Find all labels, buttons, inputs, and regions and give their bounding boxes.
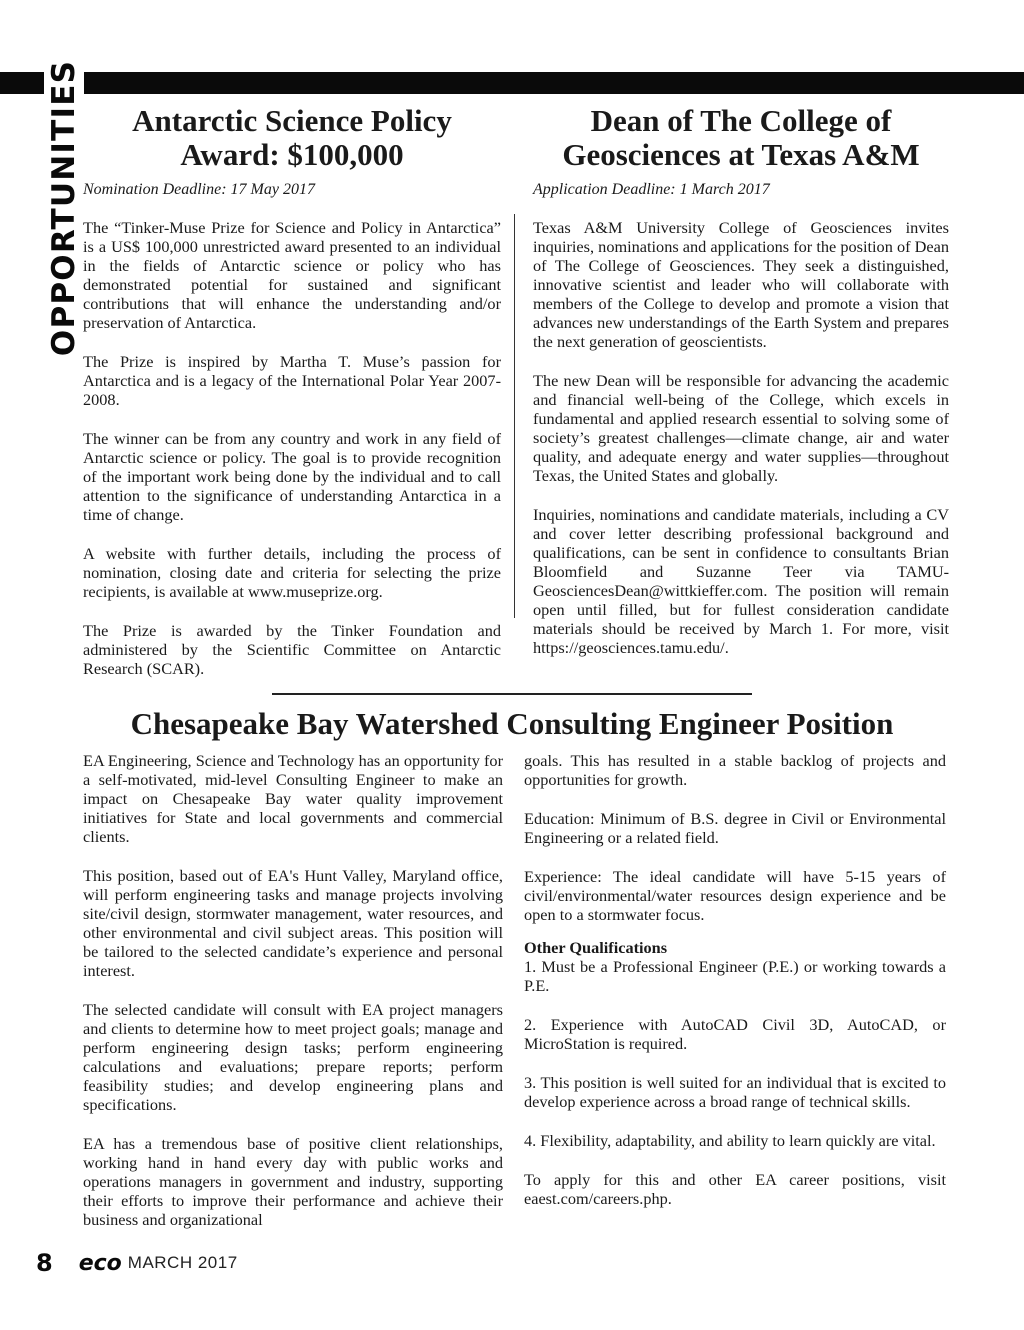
qualification-item: 2. Experience with AutoCAD Civil 3D, AutoCAD, or MicroStation is required. xyxy=(524,1015,946,1053)
paragraph: The winner can be from any country and work in any field of Antarctic science or policy. The goal is to provide recognition of the important work being done by the individual and to call attention to the significance of understanding Antarctica in a time of change. xyxy=(83,429,501,524)
article-deadline: Nomination Deadline: 17 May 2017 xyxy=(83,181,315,198)
article-headline-chesapeake: Chesapeake Bay Watershed Consulting Engineer Position xyxy=(130,706,894,741)
paragraph: This position, based out of EA's Hunt Valley, Maryland office, will perform engineering tasks and manage projects involving site/civil design, stormwater management, water resources, and other environmental and civil subject areas. This position will be tailored to the selected candidate’s experience and personal interest. xyxy=(83,866,503,980)
qualifications-heading: Other Qualifications xyxy=(524,938,668,957)
qualification-item: 1. Must be a Professional Engineer (P.E.) or working towards a P.E. xyxy=(524,957,946,995)
paragraph: EA has a tremendous base of positive client relationships, working hand in hand every day with public works and operations managers in government and industry, supporting their efforts to improve their performance and achieve their business and organizational xyxy=(83,1134,503,1229)
paragraph: The new Dean will be responsible for advancing the academic and financial well-being of the College, which excels in fundamental and applied research essential to solving some of society’s greatest challenges—climate change, air and water quality, and adequate energy and water supplies—throughout Texas, the United States and globally. xyxy=(533,371,949,485)
paragraph: The selected candidate will consult with EA project managers and clients to determine how to meet project goals; manage and perform engineering design tasks; perform engineering calculations and evaluations; prepare reports; perform feasibility studies; and develop engineering plans and specifications. xyxy=(83,1000,503,1114)
article-dean-position xyxy=(533,104,949,657)
paragraph: goals. This has resulted in a stable backlog of projects and opportunities for growth. xyxy=(524,751,946,789)
article-deadline: Application Deadline: 1 March 2017 xyxy=(533,181,770,198)
paragraph: Education: Minimum of B.S. degree in Civil or Environmental Engineering or a related field. xyxy=(524,809,946,847)
article-chesapeake-right-column xyxy=(524,751,946,1208)
paragraph: Inquiries, nominations and candidate materials, including a CV and cover letter describing professional background and qualifications, can be sent in confidence to consultants Brian Bloomfield and Suzanne Teer via TAMU-GeosciencesDean@wittkieffer.com. The position will remain open until filled, but for fullest consideration candidate materials should be received by March 1. For more, visit https://geosciences.tamu.edu/. xyxy=(533,505,949,657)
qualification-item: 4. Flexibility, adaptability, and ability to learn quickly are vital. xyxy=(524,1131,936,1150)
section-divider xyxy=(272,693,752,695)
paragraph: Texas A&M University College of Geosciences invites inquiries, nominations and applications for the position of Dean of The College of Geosciences. They seek a distinguished, innovative scientist and leader who will collaborate with members of the College to develop and promote a vision that advances new understandings of the Earth System and prepares the next generation of geoscientists. xyxy=(533,218,949,351)
article-headline: Dean of The College of Geosciences at Texas A&M xyxy=(562,103,920,172)
paragraph: The “Tinker-Muse Prize for Science and Policy in Antarctica” is a US$ 100,000 unrestricted award presented to an individual in the fields of Antarctic science or policy who has demonstrated potential for sustained and significant contributions that will enhance the understanding and/or preservation of Antarctica. xyxy=(83,218,501,332)
article-body xyxy=(83,218,501,678)
paragraph: The Prize is awarded by the Tinker Foundation and administered by the Scientific Committee on Antarctic Research (SCAR). xyxy=(83,621,501,678)
paragraph: Experience: The ideal candidate will have 5-15 years of civil/environmental/water resources design experience and be open to a stormwater focus. xyxy=(524,867,946,924)
issue-date: MARCH 2017 xyxy=(127,1253,238,1272)
paragraph: The Prize is inspired by Martha T. Muse’s passion for Antarctica and is a legacy of the International Polar Year 2007-2008. xyxy=(83,352,501,409)
section-label: OPPORTUNITIES xyxy=(46,59,82,357)
page-number: 8 xyxy=(36,1249,53,1277)
article-headline: Antarctic Science Policy Award: $100,000 xyxy=(132,103,452,172)
top-black-bar xyxy=(0,72,1024,94)
apply-text: To apply for this and other EA career positions, visit eaest.com/careers.php. xyxy=(524,1170,946,1208)
paragraph: EA Engineering, Science and Technology has an opportunity for a self-motivated, mid-level Consulting Engineer to make an impact on Chesapeake Bay water quality improvement initiatives for State and local governments and commercial clients. xyxy=(83,751,503,846)
paragraph: A website with further details, including the process of nomination, closing date and criteria for selecting the prize recipients, is available at www.museprize.org. xyxy=(83,544,501,601)
section-sidebar xyxy=(44,18,84,398)
article-chesapeake-left-column xyxy=(83,751,503,1229)
page-footer xyxy=(36,1248,238,1278)
magazine-logo: eco xyxy=(78,1250,122,1276)
column-divider xyxy=(514,214,515,618)
article-antarctic-award xyxy=(83,104,501,678)
article-body xyxy=(533,218,949,657)
qualification-item: 3. This position is well suited for an individual that is excited to develop experience across a broad range of technical skills. xyxy=(524,1073,946,1111)
